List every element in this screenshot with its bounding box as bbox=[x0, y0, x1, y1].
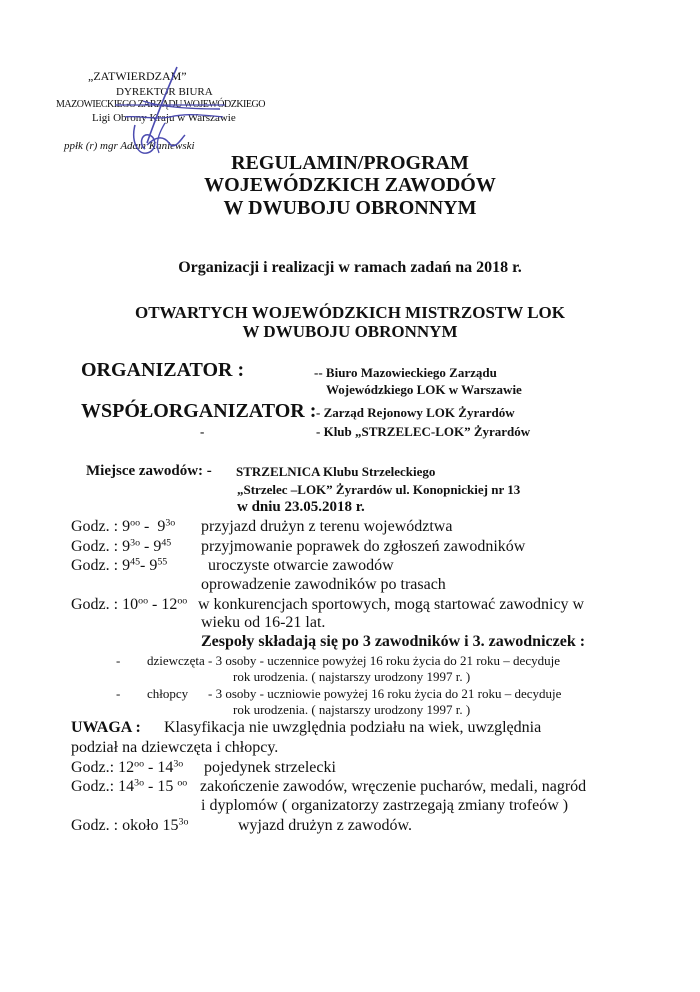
approval-signatory: ppłk (r) mgr Adam Kaniewski bbox=[64, 140, 195, 152]
coorganizer-value1: - Zarząd Rejonowy LOK Żyrardów bbox=[316, 405, 515, 420]
teams-heading: Zespoły składają się po 3 zawodników i 3. zawodniczek : bbox=[201, 633, 586, 650]
schedule-label: Godz. : bbox=[71, 538, 119, 555]
teams-boys-text: - 3 osoby - uczniowie powyżej 16 roku życia do 21 roku – decyduje bbox=[208, 686, 562, 701]
teams-boys-text2: rok urodzenia. ( najstarszy urodzony 1997 r. ) bbox=[233, 702, 471, 717]
schedule-label: Godz. : bbox=[71, 596, 119, 613]
title-line3: W DWUBOJU OBRONNYM bbox=[223, 197, 477, 219]
venue-line3: w dniu 23.05.2018 r. bbox=[237, 499, 365, 515]
approval-line3: Ligi Obrony Kraju w Warszawie bbox=[92, 112, 236, 124]
organizer-value2: Wojewódzkiego LOK w Warszawie bbox=[326, 382, 522, 397]
event-line1: OTWARTYCH WOJEWÓDZKICH MISTRZOSTW LOK bbox=[135, 303, 565, 322]
venue-line2: „Strzelec –LOK” Żyrardów ul. Konopnickiej nr 13 bbox=[237, 482, 521, 497]
schedule-row: Godz. : około $15^{3o}$ bbox=[71, 816, 189, 834]
venue-line1: STRZELNICA Klubu Strzeleckiego bbox=[236, 464, 436, 479]
schedule-row: Godz. : $9^{3o} - 9^{45}$ bbox=[71, 537, 172, 555]
schedule-label: Godz. : około bbox=[71, 817, 159, 834]
teams-girls-text2: rok urodzenia. ( najstarszy urodzony 1997 r. ) bbox=[233, 669, 471, 684]
teams-girls-text: - 3 osoby - uczennice powyżej 16 roku życia do 21 roku – decyduje bbox=[208, 653, 560, 668]
event-line2: W DWUBOJU OBRONNYM bbox=[242, 322, 458, 341]
approval-zatwierdzam: „ZATWIERDZAM” bbox=[88, 69, 187, 83]
schedule-text: przyjmowanie poprawek do zgłoszeń zawodników bbox=[201, 538, 526, 555]
approval-line1: DYREKTOR BIURA bbox=[116, 86, 213, 98]
schedule-row: Godz.: $12^{oo} - 14^{3o}$ bbox=[71, 758, 184, 776]
organizer-value1: -- Biuro Mazowieckiego Zarządu bbox=[314, 365, 497, 380]
schedule-row: Godz. : $10^{oo} - 12^{oo}$ bbox=[71, 595, 188, 613]
teams-girls-label: dziewczęta bbox=[147, 653, 205, 668]
schedule-label: Godz. : bbox=[71, 557, 119, 574]
schedule-text: zakończenie zawodów, wręczenie pucharów, medali, nagród bbox=[200, 778, 587, 795]
teams-girls-dash: - bbox=[116, 653, 121, 668]
title-line1: REGULAMIN/PROGRAM bbox=[231, 152, 469, 174]
schedule-label: Godz. : bbox=[71, 518, 119, 535]
schedule-text: pojedynek strzelecki bbox=[204, 759, 336, 776]
teams-boys-label: chłopcy bbox=[147, 686, 189, 701]
schedule-row: Godz. : $9^{45}-$ $9^{55}$ bbox=[71, 556, 168, 574]
coorganizer-label: WSPÓŁORGANIZATOR : bbox=[81, 400, 317, 422]
schedule-text: przyjazd drużyn z terenu województwa bbox=[201, 518, 453, 535]
approval-line2: MAZOWIECKIEGO ZARZĄDU WOJEWÓDZKIEGO bbox=[56, 99, 265, 110]
title-line2: WOJEWÓDZKICH ZAWODÓW bbox=[204, 174, 496, 196]
subtitle: Organizacji i realizacji w ramach zadań na 2018 r. bbox=[178, 259, 522, 276]
schedule-label: Godz.: bbox=[71, 778, 115, 795]
note-text: Klasyfikacja nie uwzględnia podziału na wiek, uwzględnia bbox=[164, 719, 542, 736]
schedule-row: Godz.: $14^{3o} - 15$ $^{oo}$ bbox=[71, 777, 188, 795]
note-text2: podział na dziewczęta i chłopcy. bbox=[71, 739, 279, 756]
teams-boys-dash: - bbox=[116, 686, 121, 701]
schedule-label: Godz.: bbox=[71, 759, 115, 776]
schedule-text: wieku od 16-21 lat. bbox=[201, 614, 326, 631]
schedule-text: wyjazd drużyn z zawodów. bbox=[238, 817, 413, 834]
schedule-text: oprowadzenie zawodników po trasach bbox=[201, 576, 446, 593]
schedule-text: w konkurencjach sportowych, mogą startować zawodnicy w bbox=[198, 596, 585, 613]
venue-label: Miejsce zawodów: - bbox=[86, 463, 212, 479]
organizer-label: ORGANIZATOR : bbox=[81, 359, 245, 381]
note-label: UWAGA : bbox=[71, 719, 141, 736]
schedule-text: i dyplomów ( organizatorzy zastrzegają zmiany trofeów ) bbox=[201, 797, 569, 814]
coorganizer-dash: - bbox=[200, 424, 205, 439]
schedule-text: uroczyste otwarcie zawodów bbox=[208, 557, 394, 574]
coorganizer-value2: - Klub „STRZELEC-LOK” Żyrardów bbox=[316, 424, 531, 439]
schedule-row: Godz. : $9^{oo} - 9^{3o}$ bbox=[71, 517, 176, 535]
